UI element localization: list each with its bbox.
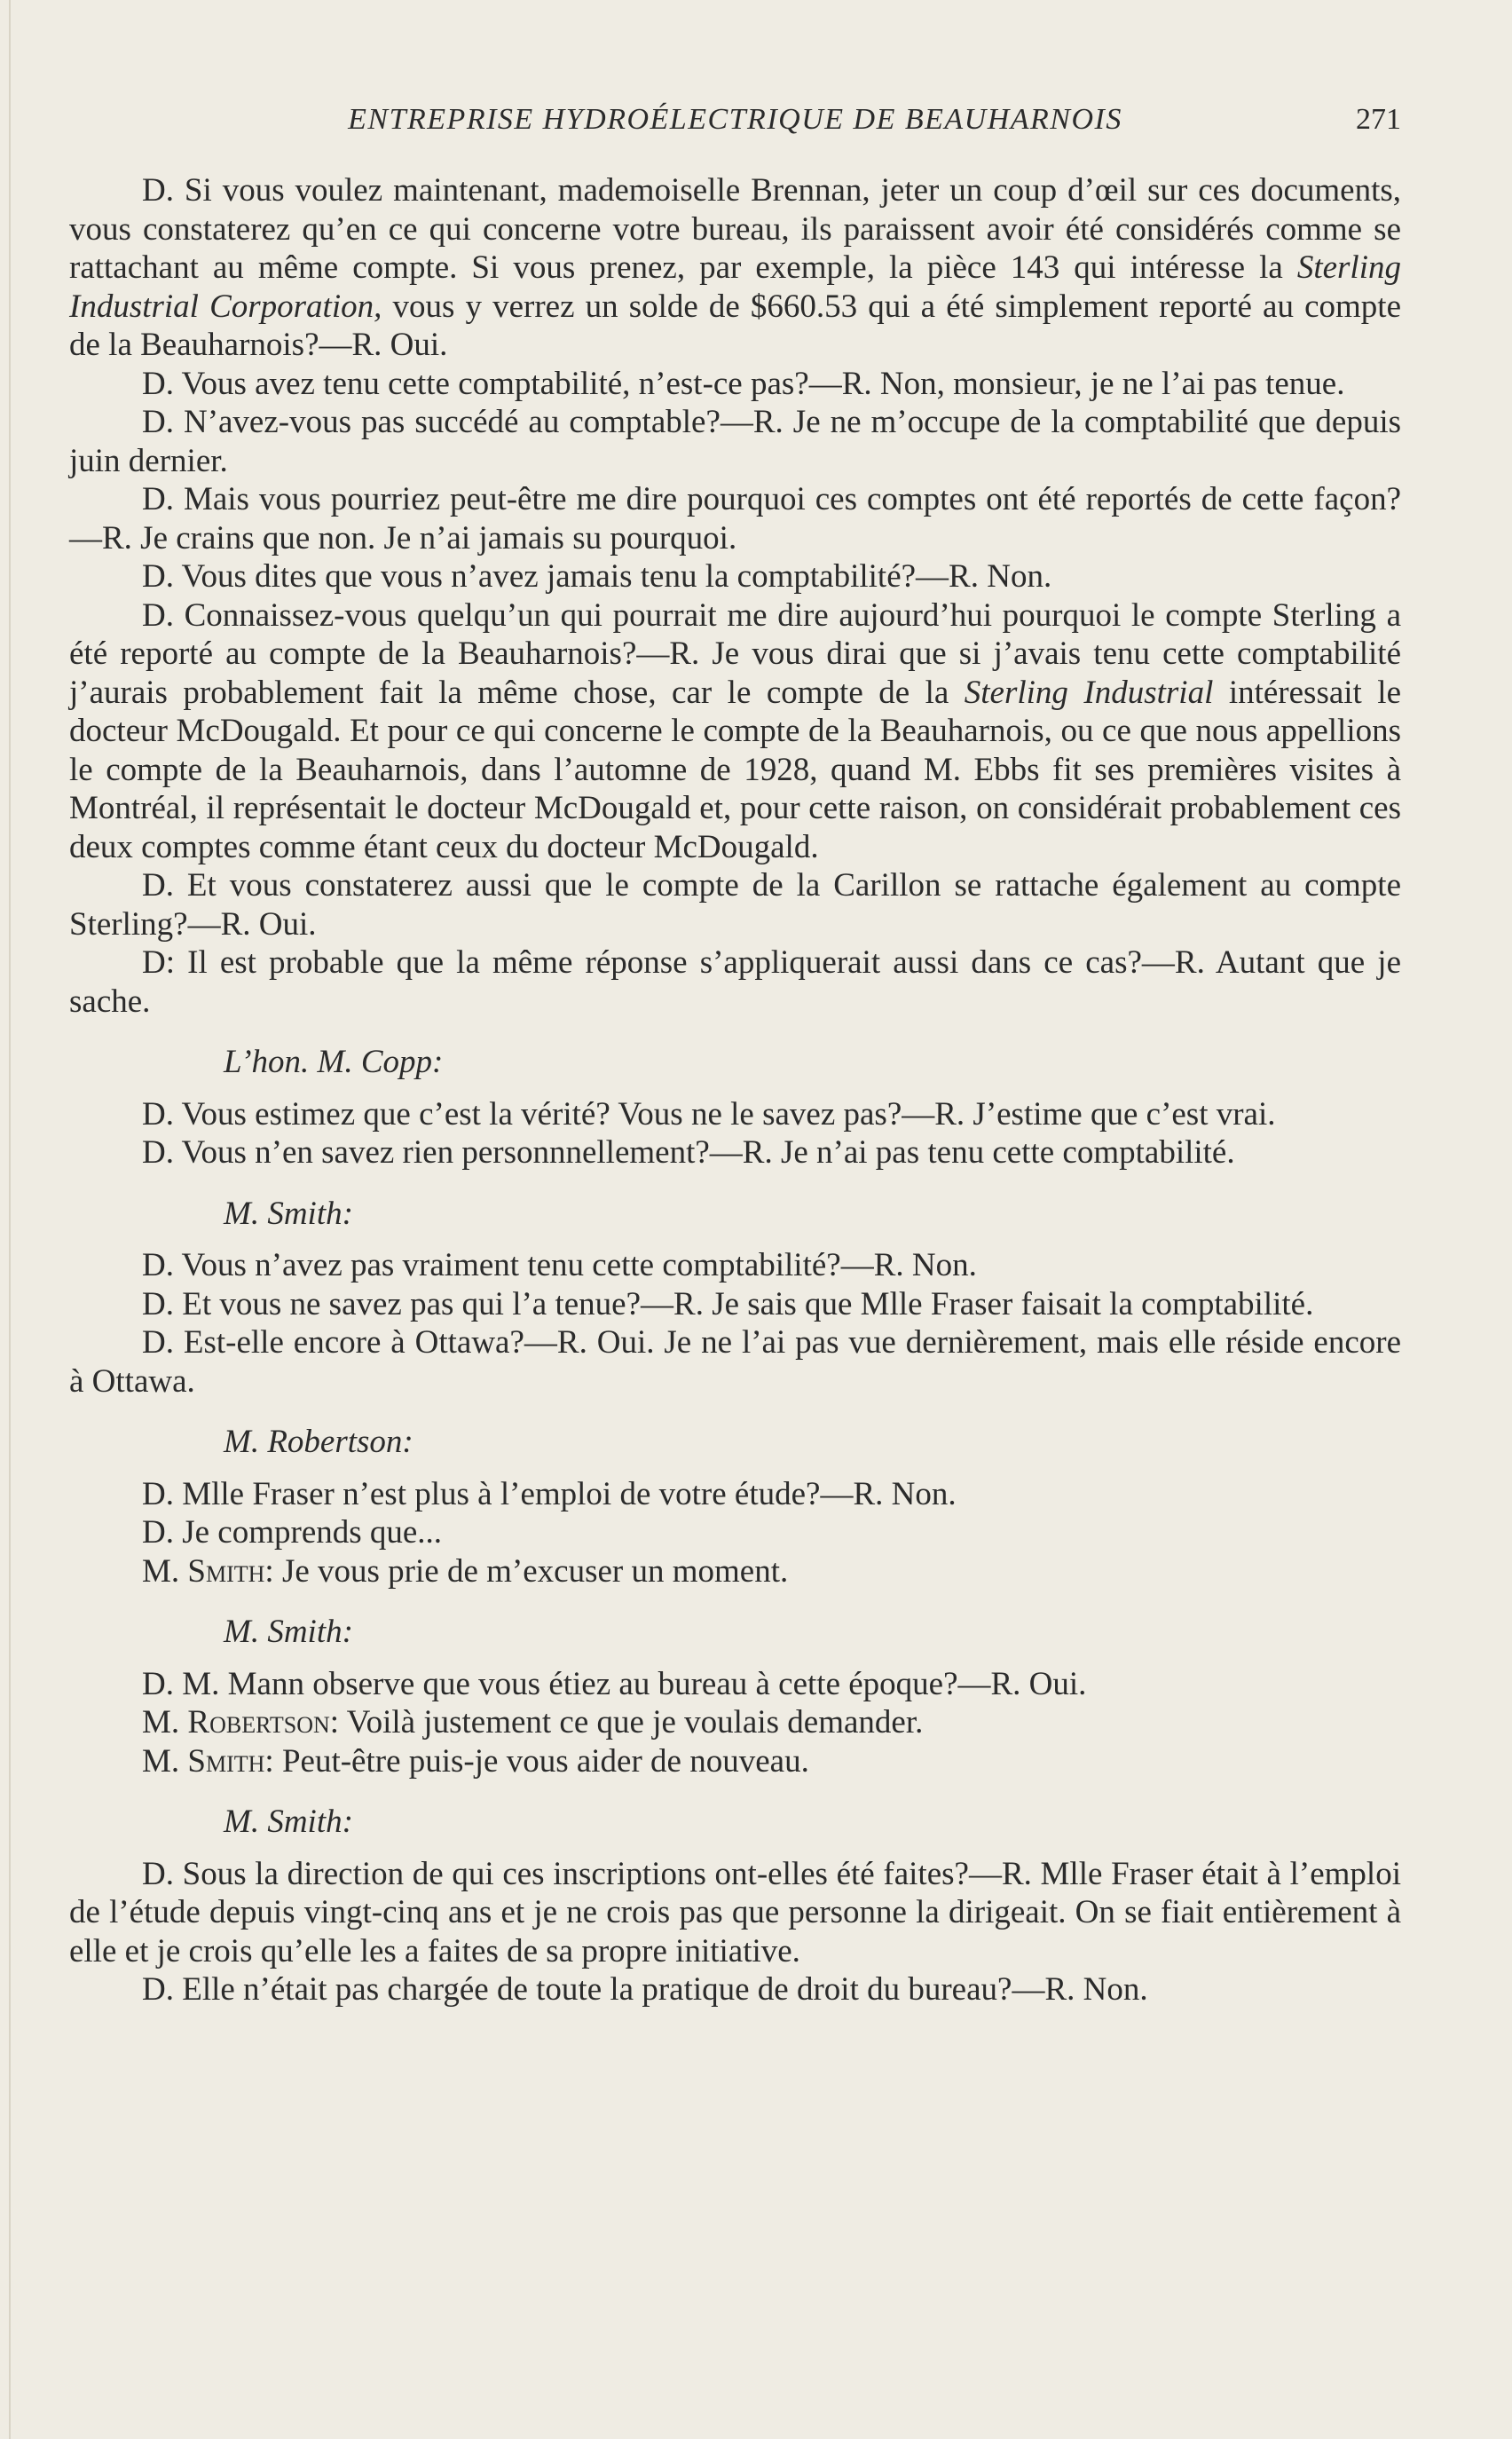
qa-paragraph xyxy=(69,1855,1401,1971)
body-text xyxy=(69,171,1401,2009)
text-segment: D. Sous la direction de qui ces inscriptions ont-elles été faites?—R. Mlle Fraser était à l’emploi de l’étude depuis vingt-cinq ans et je ne crois pas que personne la dirigeait. On se fiait entièrement à elle et je crois qu’elle les a faites de sa propre initiative. xyxy=(69,1855,1401,1969)
running-title: ENTREPRISE HYDROÉLECTRIQUE DE BEAUHARNOIS xyxy=(348,103,1122,136)
text-segment: M. Smith: xyxy=(224,1804,353,1840)
text-segment: M. xyxy=(142,1704,188,1740)
qa-paragraph xyxy=(69,1246,1401,1285)
text-segment: D. Elle n’était pas chargée de toute la pratique de droit du bureau?—R. Non. xyxy=(142,1971,1148,2008)
text-segment: D. Vous dites que vous n’avez jamais tenu la comptabilité?—R. Non. xyxy=(142,558,1052,595)
qa-paragraph xyxy=(69,1552,1401,1591)
text-segment: : Voilà justement ce que je voulais demander. xyxy=(329,1704,924,1740)
speaker-name: Robertson xyxy=(187,1704,330,1740)
text-segment: : Peut-être puis-je vous aider de nouveau. xyxy=(264,1742,809,1780)
qa-paragraph xyxy=(69,1703,1401,1742)
text-segment: D. Est-elle encore à Ottawa?—R. Oui. Je ne l’ai pas vue dernièrement, mais elle réside encore à Ottawa. xyxy=(69,1324,1401,1400)
text-segment: D. M. Mann observe que vous étiez au bureau à cette époque?—R. Oui. xyxy=(142,1665,1087,1702)
text-segment: M. Smith: xyxy=(224,1195,353,1232)
qa-paragraph xyxy=(69,171,1401,365)
page-number: 271 xyxy=(1356,103,1401,136)
text-segment: : Je vous prie de m’excuser un moment. xyxy=(264,1552,789,1590)
text-segment: D. Vous estimez que c’est la vérité? Vous ne le savez pas?—R. J’estime que c’est vrai. xyxy=(142,1095,1276,1133)
qa-paragraph xyxy=(69,943,1401,1021)
text-segment: vous y verrez un solde de $660.53 qui a été simplement reporté au compte de la Beauharnois?—R. Oui. xyxy=(69,288,1401,363)
running-head xyxy=(69,96,1401,149)
speaker-heading xyxy=(69,1613,1401,1652)
qa-paragraph xyxy=(69,1323,1401,1401)
text-segment: M. Robertson: xyxy=(224,1424,413,1460)
text-segment: D. Vous avez tenu cette comptabilité, n’est-ce pas?—R. Non, monsieur, je ne l’ai pas tenue. xyxy=(142,365,1345,402)
qa-paragraph xyxy=(69,1970,1401,2009)
qa-paragraph xyxy=(69,866,1401,943)
text-segment: D. N’avez-vous pas succédé au comptable?—R. Je ne m’occupe de la comptabilité que depuis juin dernier. xyxy=(69,404,1401,479)
speaker-name: Smith xyxy=(187,1552,265,1590)
text-segment: L’hon. M. Copp: xyxy=(224,1044,444,1080)
speaker-heading xyxy=(69,1043,1401,1082)
text-segment: D. Connaissez-vous quelqu’un qui pourrait me dire aujourd’hui pourquoi le compte Sterling a été reporté au compte de la Beauharnois?—R. Je vous dirai que si j’avais tenu cette comptabilité j’aurais probablement fait la même chose, car le compte de la xyxy=(69,596,1401,711)
qa-paragraph xyxy=(69,403,1401,480)
text-segment: M. xyxy=(142,1742,188,1780)
qa-paragraph xyxy=(69,1133,1401,1172)
text-segment: intéressait le docteur McDougald. Et pour ce qui concerne le compte de la Beauharnois, ou ce que nous appellions le compte de la Beauharnois, dans l’automne de 1928, quand M. Ebbs fit ses premières visites à Montréal, il représentait le docteur McDougald et, pour cette raison, on considérait probablement ces deux comptes comme étant ceux du docteur McDougald. xyxy=(69,674,1401,865)
qa-paragraph xyxy=(69,1095,1401,1134)
qa-paragraph xyxy=(69,1513,1401,1552)
text-segment: M. xyxy=(142,1552,188,1590)
text-segment: D. Vous n’en savez rien personnnellement?—R. Je n’ai pas tenu cette comptabilité. xyxy=(142,1134,1235,1171)
text-segment: D. Mlle Fraser n’est plus à l’emploi de votre étude?—R. Non. xyxy=(142,1475,957,1512)
text-segment: D: Il est probable que la même réponse s’appliquerait aussi dans ce cas?—R. Autant que je sache. xyxy=(69,944,1401,1020)
speaker-heading xyxy=(69,1195,1401,1234)
italic-text: Sterling Industrial Corporation, xyxy=(69,249,1401,325)
speaker-heading xyxy=(69,1803,1401,1842)
speaker-heading xyxy=(69,1423,1401,1462)
qa-paragraph xyxy=(69,557,1401,596)
speaker-name: Smith xyxy=(187,1742,265,1780)
text-segment: D. Et vous constaterez aussi que le compte de la Carillon se rattache également au compte Sterling?—R. Oui. xyxy=(69,867,1401,943)
text-segment: D. Je comprends que... xyxy=(142,1514,443,1551)
text-segment: D. Vous n’avez pas vraiment tenu cette comptabilité?—R. Non. xyxy=(142,1247,977,1283)
text-segment: D. Si vous voulez maintenant, mademoiselle Brennan, jeter un coup d’œil sur ces documents, vous constaterez qu’en ce qui concerne votre bureau, ils paraissent avoir été considérés comme se rattachant au même compte. Si vous prenez, par exemple, la pièce 143 qui intéresse la xyxy=(69,172,1401,286)
qa-paragraph xyxy=(69,1285,1401,1324)
qa-paragraph xyxy=(69,1475,1401,1514)
qa-paragraph xyxy=(69,1742,1401,1781)
text-segment: M. Smith: xyxy=(224,1614,353,1650)
qa-paragraph xyxy=(69,596,1401,867)
text-segment: D. Et vous ne savez pas qui l’a tenue?—R. Je sais que Mlle Fraser faisait la comptabilité. xyxy=(142,1285,1314,1322)
qa-paragraph xyxy=(69,480,1401,557)
qa-paragraph xyxy=(69,1665,1401,1704)
text-segment: D. Mais vous pourriez peut-être me dire pourquoi ces comptes ont été reportés de cette façon?—R. Je crains que non. Je n’ai jamais su pourquoi. xyxy=(69,481,1401,556)
page-edge-line xyxy=(9,0,11,2439)
qa-paragraph xyxy=(69,365,1401,404)
italic-text: Sterling Industrial xyxy=(964,674,1214,711)
